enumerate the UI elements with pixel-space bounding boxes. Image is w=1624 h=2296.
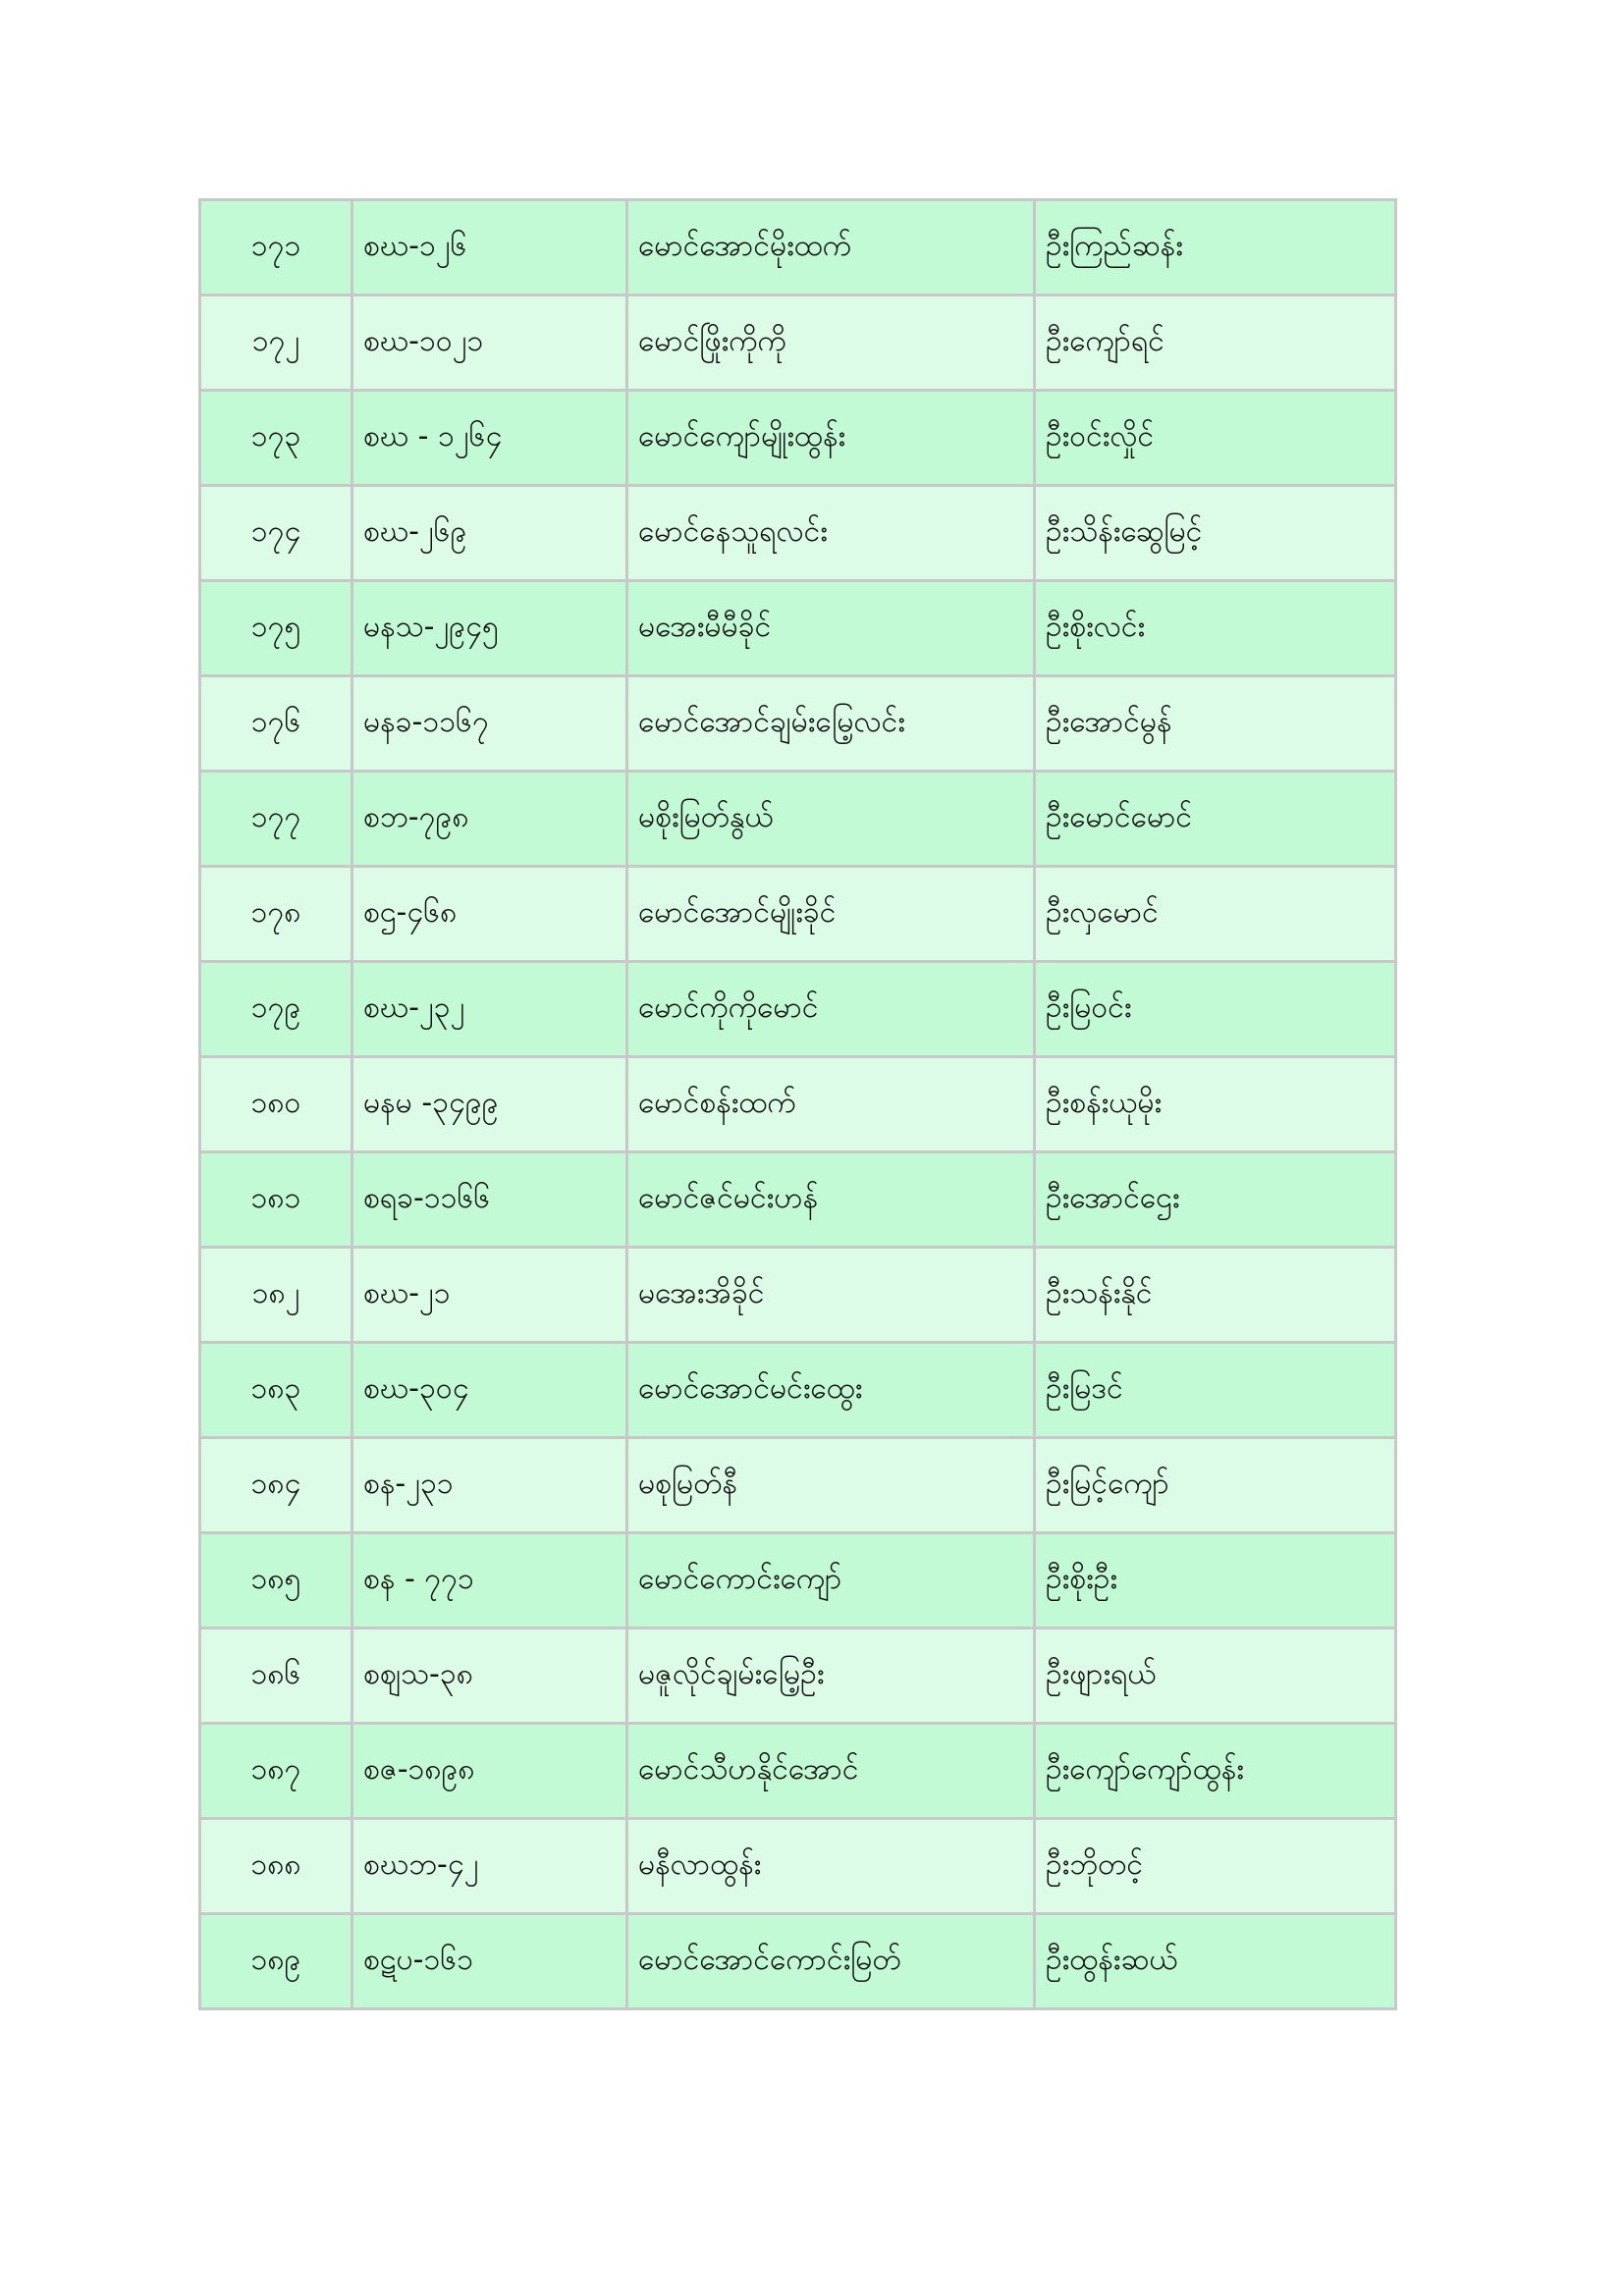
student-name-cell: မောင်စန်းထက် (627, 1057, 1035, 1152)
father-name-cell: ဦးဖျားရယ် (1035, 1629, 1396, 1724)
table-row (200, 867, 1396, 962)
row-number-cell: ၁၈၃ (200, 1343, 352, 1438)
table-row (200, 1819, 1396, 1914)
student-name-cell: မောင်အောင်မိုးထက် (627, 200, 1035, 295)
father-name-cell: ဦးအောင်ဌေး (1035, 1152, 1396, 1248)
table-row (200, 581, 1396, 676)
registration-id-cell: စဘ-၇၉၈ (352, 772, 627, 867)
table-row (200, 1057, 1396, 1152)
father-name-cell: ဦးစန်းယုမိုး (1035, 1057, 1396, 1152)
student-name-cell: မောင်ကိုကိုမောင် (627, 962, 1035, 1057)
table-row (200, 1343, 1396, 1438)
registration-id-cell: စဃ-၂၆၉ (352, 486, 627, 581)
student-name-cell: မအေးအိခိုင် (627, 1248, 1035, 1343)
row-number-cell: ၁၇၄ (200, 486, 352, 581)
father-name-cell: ဦးသန်းနိုင် (1035, 1248, 1396, 1343)
father-name-cell: ဦးကျော်ရင် (1035, 295, 1396, 391)
table-row (200, 1152, 1396, 1248)
student-name-cell: မနီလာထွန်း (627, 1819, 1035, 1914)
table-row (200, 1248, 1396, 1343)
registration-id-cell: စဃ - ၁၂၆၄ (352, 391, 627, 486)
father-name-cell: ဦးမောင်မောင် (1035, 772, 1396, 867)
father-name-cell: ဦးမြဝင်း (1035, 962, 1396, 1057)
father-name-cell: ဦးဘိုတင့် (1035, 1819, 1396, 1914)
row-number-cell: ၁၈၆ (200, 1629, 352, 1724)
row-number-cell: ၁၇၉ (200, 962, 352, 1057)
row-number-cell: ၁၇၅ (200, 581, 352, 676)
registration-id-cell: မနခ-၁၁၆၇ (352, 676, 627, 772)
row-number-cell: ၁၇၃ (200, 391, 352, 486)
father-name-cell: ဦးစိုးလင်း (1035, 581, 1396, 676)
registration-id-cell: စဃ-၂၃၂ (352, 962, 627, 1057)
father-name-cell: ဦးသိန်းဆွေမြင့် (1035, 486, 1396, 581)
table-row (200, 962, 1396, 1057)
student-name-cell: မောင်အောင်ကောင်းမြတ် (627, 1914, 1035, 2009)
table-row (200, 486, 1396, 581)
student-name-cell: မောင်အောင်မျိုးခိုင် (627, 867, 1035, 962)
row-number-cell: ၁၈၈ (200, 1819, 352, 1914)
student-name-cell: မောင်အောင်မင်းထွေး (627, 1343, 1035, 1438)
table-row (200, 676, 1396, 772)
table-row (200, 1724, 1396, 1819)
registration-id-cell: စဃဘ-၄၂ (352, 1819, 627, 1914)
father-name-cell: ဦးမြင့်ကျော် (1035, 1438, 1396, 1533)
table-row (200, 1438, 1396, 1533)
student-name-cell: မောင်ကျော်မျိုးထွန်း (627, 391, 1035, 486)
registration-id-cell: စဋပ-၁၆၁ (352, 1914, 627, 2009)
father-name-cell: ဦးစိုးဦး (1035, 1533, 1396, 1629)
registration-id-cell: စဇ-၁၈၉၈ (352, 1724, 627, 1819)
student-name-cell: မအေးမီမီခိုင် (627, 581, 1035, 676)
row-number-cell: ၁၈၇ (200, 1724, 352, 1819)
row-number-cell: ၁၇၆ (200, 676, 352, 772)
registration-id-cell: စဃ-၁၀၂၁ (352, 295, 627, 391)
row-number-cell: ၁၇၇ (200, 772, 352, 867)
table-row (200, 772, 1396, 867)
father-name-cell: ဦးလှမောင် (1035, 867, 1396, 962)
registration-id-cell: စဈသ-၃၈ (352, 1629, 627, 1724)
registration-id-cell: စန - ၇၇၁ (352, 1533, 627, 1629)
table-row (200, 295, 1396, 391)
father-name-cell: ဦးကျော်ကျော်ထွန်း (1035, 1724, 1396, 1819)
student-name-cell: မောင်နေသူရလင်း (627, 486, 1035, 581)
registration-id-cell: စဃ-၁၂၆ (352, 200, 627, 295)
student-name-cell: မောင်အောင်ချမ်းမြေ့လင်း (627, 676, 1035, 772)
row-number-cell: ၁၈၄ (200, 1438, 352, 1533)
registration-id-cell: မနသ-၂၉၄၅ (352, 581, 627, 676)
student-name-cell: မစုမြတ်နီ (627, 1438, 1035, 1533)
registration-id-cell: စန-၂၃၁ (352, 1438, 627, 1533)
row-number-cell: ၁၈၁ (200, 1152, 352, 1248)
row-number-cell: ၁၇၁ (200, 200, 352, 295)
student-list-table (198, 198, 1397, 2010)
registration-id-cell: စဌ-၄၆၈ (352, 867, 627, 962)
registration-id-cell: မနမ -၃၄၉၉ (352, 1057, 627, 1152)
table-row (200, 1533, 1396, 1629)
registration-id-cell: စဃ-၃၀၄ (352, 1343, 627, 1438)
father-name-cell: ဦးဝင်းလှိုင် (1035, 391, 1396, 486)
table-row (200, 1629, 1396, 1724)
registration-id-cell: စရခ-၁၁၆၆ (352, 1152, 627, 1248)
student-name-cell: မစိုးမြတ်နွယ် (627, 772, 1035, 867)
row-number-cell: ၁၇၈ (200, 867, 352, 962)
student-name-cell: မောင်ဇင်မင်းဟန် (627, 1152, 1035, 1248)
row-number-cell: ၁၈၉ (200, 1914, 352, 2009)
row-number-cell: ၁၈၂ (200, 1248, 352, 1343)
father-name-cell: ဦးမြဒင် (1035, 1343, 1396, 1438)
father-name-cell: ဦးထွန်းဆယ် (1035, 1914, 1396, 2009)
student-name-cell: မောင်ဖြိုးကိုကို (627, 295, 1035, 391)
row-number-cell: ၁၇၂ (200, 295, 352, 391)
row-number-cell: ၁၈၅ (200, 1533, 352, 1629)
table-row (200, 1914, 1396, 2009)
table-body (200, 200, 1396, 2009)
table-row (200, 391, 1396, 486)
table-row (200, 200, 1396, 295)
row-number-cell: ၁၈၀ (200, 1057, 352, 1152)
father-name-cell: ဦးကြည်ဆန်း (1035, 200, 1396, 295)
father-name-cell: ဦးအောင်မွန် (1035, 676, 1396, 772)
registration-id-cell: စဃ-၂၁ (352, 1248, 627, 1343)
student-name-cell: မောင်သီဟနိုင်အောင် (627, 1724, 1035, 1819)
student-name-cell: မောင်ကောင်းကျော် (627, 1533, 1035, 1629)
student-name-cell: မဇူလိုင်ချမ်းမြေ့ဦး (627, 1629, 1035, 1724)
